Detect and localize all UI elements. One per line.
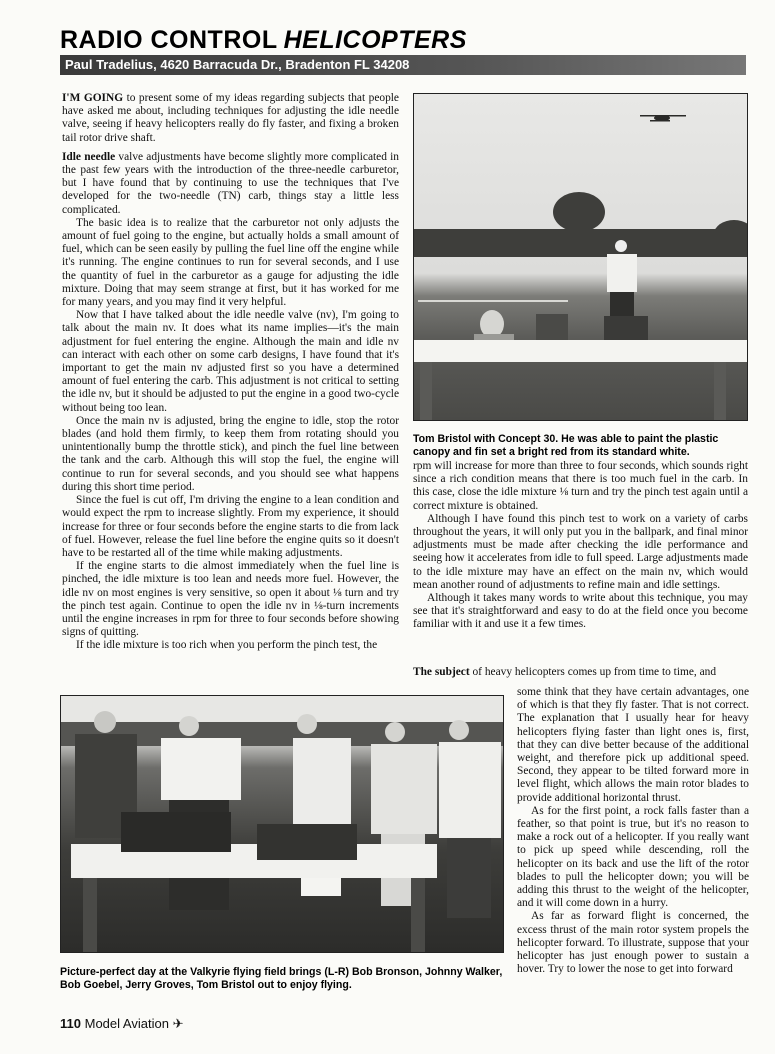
photo-caption-top: Tom Bristol with Concept 30. He was able to paint the plastic canopy and fin set a bright red from its standard white.	[413, 433, 719, 458]
paragraph: Although I have found this pinch test to work on a variety of carbs throughout the years, it will only put you in the ballpark, and final minor adjustments must be made after checking the idle performance and seeing how it accelerates from idle to full speed. Large adjustments made to the idle mixture may have an effect on the main nv, which would mean another round of adjustments to refine main and idle settings.	[413, 512, 748, 591]
photo-caption-bottom: Picture-perfect day at the Valkyrie flying field brings (L-R) Bob Bronson, Johnny Walker, Bob Goebel, Jerry Groves, Tom Bristol out to enjoy flying.	[60, 966, 503, 991]
page-number: 110	[60, 1016, 81, 1031]
paragraph: Since the fuel is cut off, I'm driving the engine to a lean condition and would expect the rpm to increase slightly. From my experience, it should increase for three or four seconds before the engine starts to die from lack of fuel. However, release the fuel line before the engine quits so it doesn't have to be restarted all of the time while making adjustments.	[62, 494, 399, 559]
helicopter-in-flight	[640, 115, 686, 122]
article-column-left	[62, 92, 399, 688]
photo-valkyrie-field	[60, 695, 504, 953]
equipment	[121, 812, 231, 852]
paragraph-text: to present some of my ideas regarding subjects that people have asked me about, including techniques for adjusting the idle needle valve, seeing if heavy helicopters really do fly faster, and fixing a broken tail rotor drive shaft.	[62, 92, 399, 144]
author-byline: Paul Tradelius, 4620 Barracuda Dr., Bradenton FL 34208	[65, 57, 410, 72]
lead-in: I'M GOING	[62, 92, 124, 104]
paragraph: As far as forward flight is concerned, the excess thrust of the main rotor system propels the helicopter forward. To illustrate, suppose that your helicopter has just enough power to sustain a hover. Try to lower the nose to get into forward	[517, 910, 749, 976]
photo-illustration	[414, 94, 748, 421]
article-column-right-lower	[517, 686, 749, 1008]
section-heavy-helicopters-heading	[413, 666, 749, 679]
column-headline	[60, 26, 467, 55]
lead-in: The subject	[413, 666, 470, 678]
table-leg	[83, 878, 97, 953]
airplane-icon: ✈	[172, 1016, 184, 1031]
paragraph: The basic idea is to realize that the carburetor not only adjusts the amount of fuel going to the engine, but actually holds a small amount of fuel, which can be seen easily by pulling the fuel line off the engine while it's running. The engine continues to run for several seconds, and I use the quantity of fuel in the carburetor as a gauge for adjusting the idle mixture. Doing that may seem strange at first, but it has worked for me for many years, and you may find it very helpful.	[62, 216, 399, 309]
photo-concept-30	[413, 93, 748, 421]
person	[371, 722, 437, 906]
paragraph: Once the main nv is adjusted, bring the engine to idle, stop the rotor blades (and hold them firmly, to keep them from rotating should you unintentionally bump the throttle stick), and pinch the fuel line between the tank and the carb. Although this will stop the fuel, the engine will continue to run for several seconds, and you should see what happens during this short time period.	[62, 414, 399, 493]
table-leg	[411, 878, 425, 953]
person	[439, 720, 501, 918]
article-column-right	[413, 460, 748, 660]
lead-in: Idle needle	[62, 150, 116, 163]
bench-leg	[714, 362, 726, 421]
byline-bar	[60, 55, 746, 75]
paragraph: If the engine starts to die almost immediately when the fuel line is pinched, the idle mixture is too lean and needs more fuel. However, the idle nv on most engines is very sensitive, so open it about ⅛ turn and try the pinch test again. Continue to open the idle nv in ⅛-turn increments until the engine increases in rpm for three to four seconds before showing signs of quitting.	[62, 560, 399, 639]
magazine-name: Model Aviation	[84, 1016, 169, 1031]
headline-plain: RADIO CONTROL	[60, 26, 278, 54]
paragraph: some think that they have certain advantages, one of which is that they fly faster. That is not correct. The explanation that I usually hear for heavy helicopters flying faster than light ones is, first, that they can dive better because of the additional weight, and therefore pick up additional speed. Second, they appear to be tilted forward more in level flight, which allows the main rotor blades to provide additional horizontal thrust.	[517, 686, 749, 804]
bench-leg	[420, 362, 432, 421]
headline-italic: HELICOPTERS	[283, 26, 467, 54]
page-footer	[60, 1016, 183, 1032]
paragraph: Now that I have talked about the idle needle valve (nv), I'm going to talk about the main nv. It does what its name implies—it's the main adjustment for fuel entering the engine. Although the main and idle nv can interact with each other on some carb designs, I have found that it's important to get the main nv adjusted first so you have a determined amount of fuel entering the carb. This adjustment is not critical to setting the idle nv, but it should be adjusted to put the engine in a good two-cycle without being too lean.	[62, 309, 399, 414]
paragraph: rpm will increase for more than three to four seconds, which sounds right since a rich condition means that there is too much fuel in the carb. In this case, close the idle mixture ⅛ turn and try the pinch test again until a correct mixture is obtained.	[413, 460, 748, 512]
equipment	[257, 824, 357, 860]
paragraph: Although it takes many words to write about this technique, you may see that it's straightforward and easy to do at the field once you become familiar with it and use it a few times.	[413, 592, 748, 631]
group-photo-illustration	[61, 696, 504, 953]
paragraph-heavy-helicopters	[413, 666, 749, 679]
paragraph: If the idle mixture is too rich when you perform the pinch test, the	[76, 639, 378, 652]
bench-top	[414, 340, 748, 362]
paragraph-idle-needle	[62, 151, 399, 217]
tree-line	[414, 192, 748, 257]
paragraph: As for the first point, a rock falls faster than a feather, so that point is true, but it's no reason to make a rock out of a helicopter. If you really want to pick up speed while descending, roll the helicopter on its back and use the lift of the rotor blades to pull the helicopter down; you will be adding this thrust to the weight of the helicopter, and it will come down in a hurry.	[517, 804, 749, 910]
paragraph-text: of heavy helicopters comes up from time to time, and	[469, 666, 717, 678]
paragraph-text: valve adjustments have become slightly more complicated in the past few years with the introduction of the three-needle carburetor, but I have found that by continuing to use the techniques that I've developed for the two-needle (TN) carb, things stay a little less complicated.	[62, 150, 399, 216]
paragraph-intro	[62, 92, 399, 145]
